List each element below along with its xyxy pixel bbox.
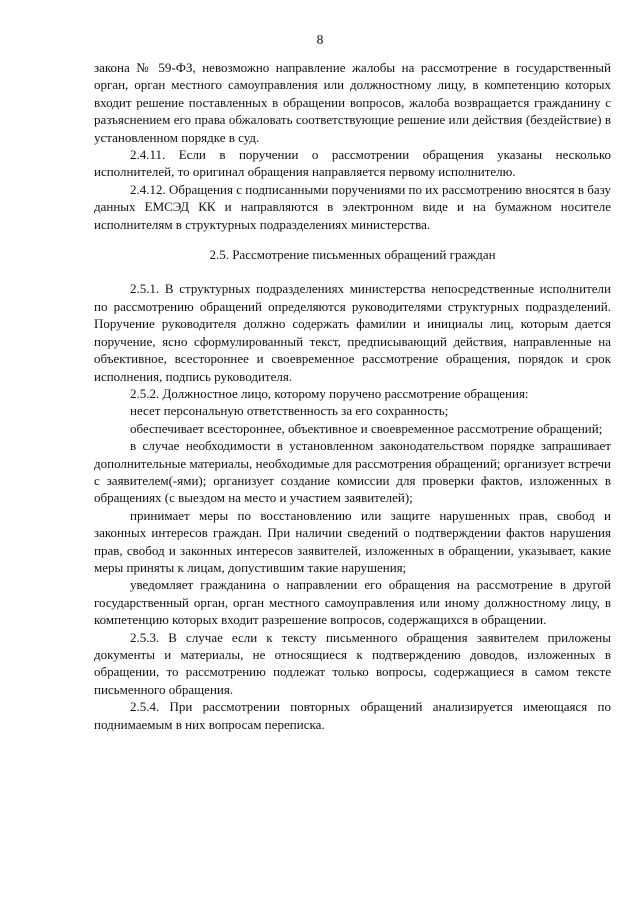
paragraph-duty-responsibility: несет персональную ответственность за его сохранность; — [130, 403, 449, 419]
paragraph-2-5-4: 2.5.4. При рассмотрении повторных обращений анализируется имеющаяся по поднимаемым в них вопросам переписка. — [94, 699, 611, 732]
paragraph-2-5-2: 2.5.2. Должностное лицо, которому поручено рассмотрение обращения: — [130, 385, 529, 401]
paragraph-duty-protect-rights: принимает меры по восстановлению или защите нарушенных прав, свобод и законных интересов граждан. При наличии сведений о подтверждении фактов нарушения прав, свобод и законных интересов заявителей, изложенных в обращении, указывает, какие меры приняты к лицам, допустившим такие нарушения; — [94, 507, 611, 575]
document-body — [94, 59, 611, 733]
section-heading-2-5: 2.5. Рассмотрение письменных обращений граждан — [209, 247, 496, 263]
paragraph-2-5-1: 2.5.1. В структурных подразделениях министерства непосредственные исполнители по рассмотрению обращений определяются руководителями структурных подразделений. Поручение руководителя должно содержать фамилии и инициалы лиц, которым дается поручение, ясно сформулированный текст, предписывающий действия, направленные на объективное, всестороннее и своевременное рассмотрение обращения, порядок и срок исполнения, подпись руководителя. — [94, 281, 611, 384]
paragraph-2-5-3: 2.5.3. В случае если к тексту письменного обращения заявителем приложены документы и материалы, не относящиеся к подтверждению доводов, изложенных в обращении, то рассмотрению подлежат только вопросы, содержащиеся в самом тексте письменного обращения. — [94, 629, 611, 697]
paragraph-duty-notify: уведомляет гражданина о направлении его обращения на рассмотрение в другой государственный орган, орган местного самоуправления или иному должностному лицу, в компетенцию которых входит разрешение вопросов, содержащихся в обращении. — [94, 577, 611, 628]
page-number: 8 — [316, 32, 324, 47]
paragraph-continuation: закона № 59-ФЗ, невозможно направление жалобы на рассмотрение в государственный орган, орган местного самоуправления или должностному лицу, в компетенцию которых входит решение поставленных в обращении вопросов, жалоба возвращается гражданину с разъяснением его права обжаловать соответствующие решение или действия (бездействие) в установленном порядке в суд. — [94, 60, 611, 145]
paragraph-duty-review: обеспечивает всестороннее, объективное и своевременное рассмотрение обращений; — [130, 420, 603, 436]
paragraph-duty-request-materials: в случае необходимости в установленном законодательством порядке запрашивает дополнительные материалы, необходимые для рассмотрения обращений; организует встречи с заявителем(-ями); организует создание комиссии для проверки фактов, изложенных в обращениях (с выездом на место и участием заявителей); — [94, 438, 611, 506]
paragraph-2-4-12: 2.4.12. Обращения с подписанными поручениями по их рассмотрению вносятся в базу данных ЕМСЭД КК и направляются в электронном виде и на бумажном носителе исполнителям в структурных подразделениях министерства. — [94, 181, 611, 232]
paragraph-2-4-11: 2.4.11. Если в поручении о рассмотрении обращения указаны несколько исполнителей, то оригинал обращения направляется первому исполнителю. — [94, 147, 611, 180]
